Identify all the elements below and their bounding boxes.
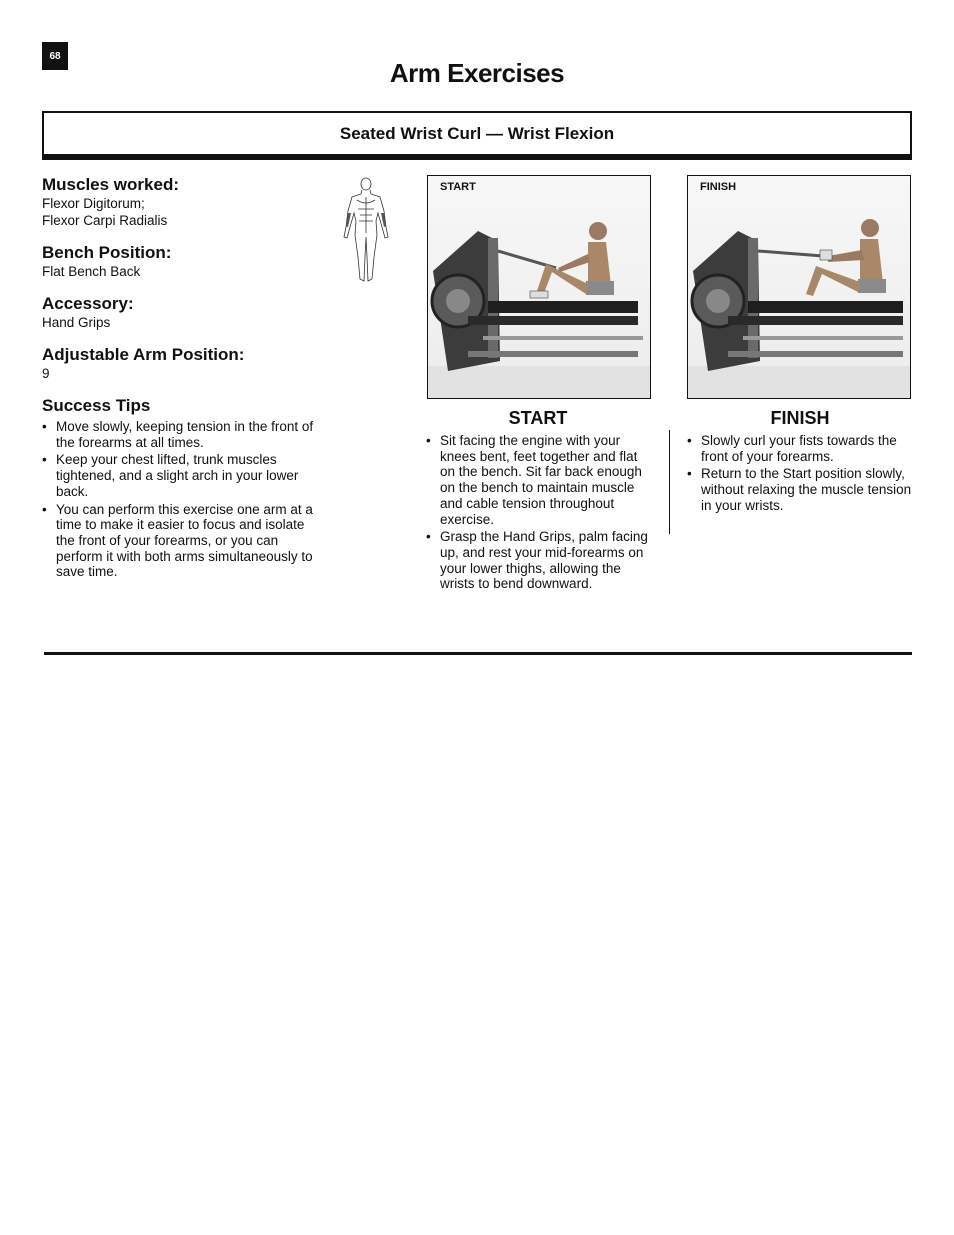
tip-item: • Move slowly, keeping tension in the front of the forearms at all times. xyxy=(42,419,317,450)
muscles-section xyxy=(42,175,317,229)
bench-value: Flat Bench Back xyxy=(42,264,141,279)
exercise-name: Seated Wrist Curl — Wrist Flexion xyxy=(339,123,615,143)
start-heading: START xyxy=(508,408,568,428)
tips-list xyxy=(42,419,317,580)
finish-photo-label: FINISH xyxy=(700,181,737,193)
muscles-heading: Muscles worked: xyxy=(42,175,179,194)
finish-photo xyxy=(687,175,911,399)
accessory-heading: Accessory: xyxy=(42,294,134,313)
bench-heading: Bench Position: xyxy=(42,243,172,262)
tip-item: • You can perform this exercise one arm at a time to make it easier to focus and isolate the front of your forearms, or you can perform it with both arms simultaneously to save time. xyxy=(42,502,317,581)
start-step: • Sit facing the engine with your knees bent, feet together and flat on the bench. Sit far back enough on the bench to maintain muscle and cable tension throughout exercise. xyxy=(426,433,652,527)
arm-position-section xyxy=(42,345,317,382)
muscle-item: Flexor Digitorum; xyxy=(42,196,145,211)
rowing-machine-start-image xyxy=(428,176,650,398)
bottom-rule xyxy=(44,652,912,655)
arm-position-heading: Adjustable Arm Position: xyxy=(42,345,245,364)
finish-heading: FINISH xyxy=(770,408,830,428)
bench-section xyxy=(42,243,317,280)
tips-section xyxy=(42,396,317,580)
finish-steps-list xyxy=(687,433,915,514)
exercise-banner xyxy=(42,111,912,160)
tips-heading: Success Tips xyxy=(42,396,151,415)
accessory-value: Hand Grips xyxy=(42,315,111,330)
finish-steps xyxy=(687,433,915,516)
exercise-details xyxy=(42,175,317,582)
start-steps xyxy=(426,433,652,594)
start-step: • Grasp the Hand Grips, palm facing up, and rest your mid-forearms on your lower thighs, allowing the wrists to bend downward. xyxy=(426,529,652,592)
page-number: 68 xyxy=(42,42,68,70)
column-divider xyxy=(669,430,670,534)
arm-position-value: 9 xyxy=(42,366,50,381)
start-photo-label: START xyxy=(440,181,476,193)
rowing-machine-finish-image xyxy=(688,176,910,398)
muscle-item: Flexor Carpi Radialis xyxy=(42,213,168,228)
finish-step: • Return to the Start position slowly, without relaxing the muscle tension in your wrists. xyxy=(687,466,915,513)
accessory-section xyxy=(42,294,317,331)
finish-step: • Slowly curl your fists towards the front of your forearms. xyxy=(687,433,915,464)
page-title: Arm Exercises xyxy=(389,58,565,88)
start-steps-list xyxy=(426,433,652,592)
tip-item: • Keep your chest lifted, trunk muscles tightened, and a slight arch in your lower back. xyxy=(42,452,317,499)
start-photo xyxy=(427,175,651,399)
muscle-diagram xyxy=(338,175,394,287)
